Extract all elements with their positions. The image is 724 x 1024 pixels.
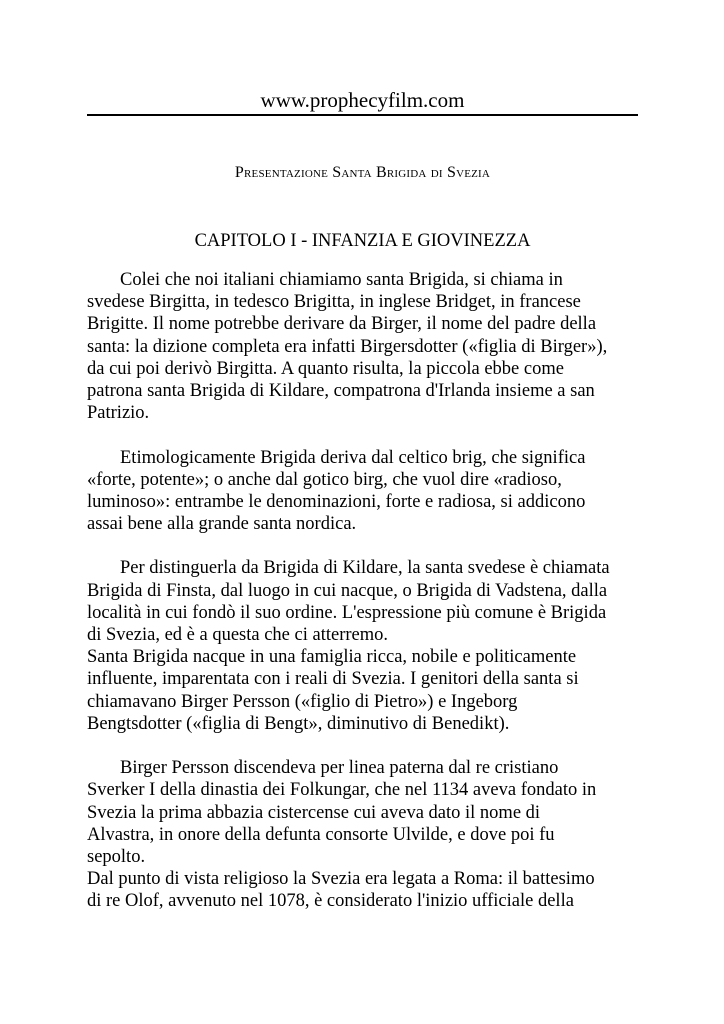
- text-line: Colei che noi italiani chiamiamo santa Brigida, si chiama in: [120, 270, 563, 290]
- text-line: Per distinguerla da Brigida di Kildare, la santa svedese è chiamata: [120, 558, 610, 579]
- text-line: Birger Persson discendeva per linea paterna dal re cristiano: [120, 758, 559, 779]
- text-line: assai bene alla grande santa nordica.: [87, 514, 357, 535]
- header-rule: [87, 114, 638, 116]
- text-line: località in cui fondò il suo ordine. L'espressione più comune è Brigida: [87, 602, 607, 623]
- paragraph-6: [87, 868, 647, 912]
- text-line: da cui poi derivò Birgitta. A quanto risulta, la piccola ebbe come: [87, 358, 564, 379]
- site-url-header[interactable]: www.prophecyfilm.com: [260, 88, 465, 112]
- text-line: di Svezia, ed è a questa che ci atterremo.: [87, 625, 388, 645]
- paragraph-gap: [87, 535, 647, 557]
- text-line: di re Olof, avvenuto nel 1078, è considerato l'inizio ufficiale della: [87, 891, 574, 912]
- text-line: Dal punto di vista religioso la Svezia era legata a Roma: il battesimo: [87, 869, 595, 890]
- text-line: Alvastra, in onore della defunta consorte Ulvilde, e dove poi fu: [87, 824, 555, 845]
- text-line: svedese Birgitta, in tedesco Brigitta, in inglese Bridget, in francese: [87, 292, 581, 313]
- text-line: influente, imparentata con i reali di Svezia. I genitori della santa si: [87, 669, 579, 690]
- text-line: Svezia la prima abbazia cistercense cui aveva dato il nome di: [87, 802, 541, 823]
- text-line: patrona santa Brigida di Kildare, compatrona d'Irlanda insieme a san: [87, 380, 595, 401]
- text-line: Santa Brigida nacque in una famiglia ricca, nobile e politicamente: [87, 647, 577, 668]
- paragraph-4: [87, 646, 647, 735]
- paragraph-gap: [87, 735, 647, 757]
- text-line: Bengtsdotter («figlia di Bengt», diminutivo di Benedikt).: [87, 713, 510, 734]
- text-line: Patrizio.: [87, 403, 150, 424]
- text-line: «forte, potente»; o anche dal gotico birg, che vuol dire «radioso,: [87, 469, 562, 490]
- text-line: Brigitte. Il nome potrebbe derivare da Birger, il nome del padre della: [87, 314, 597, 335]
- chapter-title: CAPITOLO I - INFANZIA E GIOVINEZZA: [194, 231, 531, 251]
- text-line: Etimologicamente Brigida deriva dal celtico brig, che significa: [120, 447, 586, 468]
- paragraph-1: [87, 269, 647, 424]
- text-line: Brigida di Finsta, dal luogo in cui nacque, o Brigida di Vadstena, dalla: [87, 580, 608, 601]
- paragraph-5: [87, 757, 647, 868]
- text-line: sepolto.: [87, 846, 146, 867]
- text-line: Sverker I della dinastia dei Folkungar, che nel 1134 aveva fondato in: [87, 780, 597, 801]
- paragraph-gap: [87, 424, 647, 446]
- document-subtitle: Presentazione Santa Brigida di Svezia: [234, 164, 491, 181]
- text-line: chiamavano Birger Persson («figlio di Pietro») e Ingeborg: [87, 691, 518, 712]
- paragraph-3: [87, 557, 647, 646]
- body-text: [87, 269, 647, 912]
- paragraph-2: [87, 447, 647, 536]
- text-line: luminoso»: entrambe le denominazioni, forte e radiosa, si addicono: [87, 491, 586, 512]
- text-line: santa: la dizione completa era infatti Birgersdotter («figlia di Birger»),: [87, 336, 608, 357]
